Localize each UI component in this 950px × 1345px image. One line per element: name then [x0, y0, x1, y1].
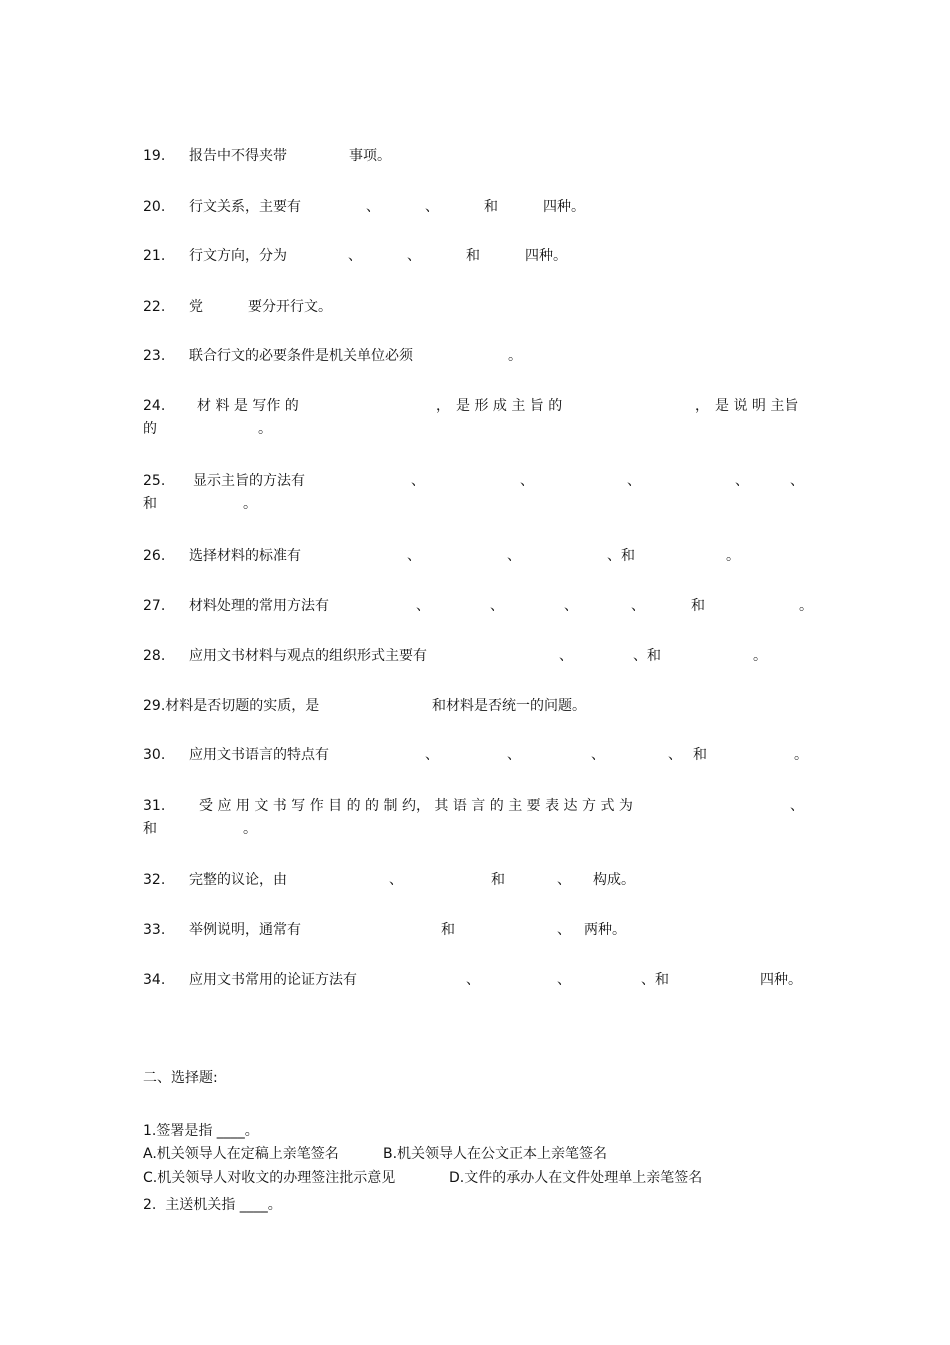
question-text: 。	[243, 496, 257, 512]
choice-question-2: 2. 主送机关指 ____。	[143, 1197, 282, 1213]
separator: 、	[407, 548, 421, 564]
question-text: 应用文书常用的论证方法有	[189, 972, 357, 988]
question-number: 24.	[143, 398, 166, 414]
question-text: 事项。	[349, 148, 391, 164]
question-text: 四种。	[760, 972, 802, 988]
separator: 、	[425, 747, 439, 763]
separator: 、	[466, 972, 480, 988]
question-text: 举例说明，通常有	[189, 922, 301, 938]
question-number: 34.	[143, 972, 166, 988]
question-number: 19.	[143, 148, 166, 164]
separator: 、	[407, 248, 421, 264]
question-text: 29.材料是否切题的实质，是	[143, 698, 320, 714]
separator: 、	[348, 248, 362, 264]
separator: 、	[557, 872, 571, 888]
separator: 、	[507, 747, 521, 763]
question-text: 和	[143, 496, 157, 512]
question-number: 28.	[143, 648, 166, 664]
question-text: 受 应 用 文 书 写 作 目 的 的 制 约， 其 语 言 的 主 要 表 达 方 式 为	[199, 798, 633, 814]
question-text: 党	[189, 299, 203, 315]
separator: 和	[466, 248, 480, 264]
separator: 。	[799, 598, 813, 614]
choice-question-1: 1.签署是指 ____。	[143, 1123, 259, 1139]
separator: 、	[790, 798, 804, 814]
question-number: 22.	[143, 299, 166, 315]
question-text: 。	[243, 821, 257, 837]
question-text: 的	[143, 421, 157, 437]
question-text: 报告中不得夹带	[189, 148, 287, 164]
question-number: 23.	[143, 348, 166, 364]
question-text: 四种。	[525, 248, 567, 264]
separator: 、	[591, 747, 605, 763]
question-text: 。	[258, 421, 272, 437]
separator: 、	[411, 473, 425, 489]
separator: 和	[691, 598, 705, 614]
separator: 、	[790, 473, 804, 489]
question-number: 25.	[143, 473, 166, 489]
separator: 、和	[633, 648, 661, 664]
separator: 、	[425, 199, 439, 215]
question-text: 行文关系，主要有	[189, 199, 301, 215]
question-text: 联合行文的必要条件是机关单位必须	[189, 348, 413, 364]
separator: 、	[520, 473, 534, 489]
question-text: 应用文书语言的特点有	[189, 747, 329, 763]
question-text: 应用文书材料与观点的组织形式主要有	[189, 648, 427, 664]
separator: 、	[631, 598, 645, 614]
section-heading: 二、选择题:	[143, 1070, 218, 1086]
separator: 、	[627, 473, 641, 489]
question-number: 27.	[143, 598, 166, 614]
question-text: 和材料是否统一的问题。	[432, 698, 586, 714]
separator: 和	[491, 872, 505, 888]
question-text: 材 料 是 写作 的	[197, 398, 299, 414]
separator: ，	[436, 398, 450, 414]
question-number: 32.	[143, 872, 166, 888]
question-number: 26.	[143, 548, 166, 564]
separator: 、和	[607, 548, 635, 564]
separator: 和	[484, 199, 498, 215]
separator: 、	[559, 648, 573, 664]
question-number: 21.	[143, 248, 166, 264]
question-text: 材料处理的常用方法有	[189, 598, 329, 614]
separator: 、	[564, 598, 578, 614]
separator: 、	[389, 872, 403, 888]
question-number: 31.	[143, 798, 166, 814]
question-text: 是 形 成 主 旨 的	[456, 398, 563, 414]
option-b: B.机关领导人在公文正本上亲笔签名	[383, 1146, 608, 1162]
question-number: 30.	[143, 747, 166, 763]
separator: 。	[753, 648, 767, 664]
question-text: 构成。	[593, 872, 635, 888]
separator: ，	[695, 398, 709, 414]
question-number: 20.	[143, 199, 166, 215]
separator: 、和	[641, 972, 669, 988]
question-text: 完整的议论，由	[189, 872, 287, 888]
separator: 。	[726, 548, 740, 564]
separator: 、	[490, 598, 504, 614]
separator: 、	[416, 598, 430, 614]
question-text: 两种。	[584, 922, 626, 938]
question-text: 四种。	[543, 199, 585, 215]
separator: 和	[441, 922, 455, 938]
question-text: 显示主旨的方法有	[193, 473, 305, 489]
separator: 、	[668, 747, 682, 763]
question-text: 是 说 明 主旨	[715, 398, 799, 414]
option-a: A.机关领导人在定稿上亲笔签名	[143, 1146, 339, 1162]
option-c: C.机关领导人对收文的办理签注批示意见	[143, 1170, 396, 1186]
separator: 、	[557, 972, 571, 988]
question-text: 选择材料的标准有	[189, 548, 301, 564]
question-number: 33.	[143, 922, 166, 938]
separator: 、	[366, 199, 380, 215]
question-text: 。	[508, 348, 522, 364]
separator: 和	[693, 747, 707, 763]
separator: 、	[735, 473, 749, 489]
question-text: 要分开行文。	[248, 299, 332, 315]
separator: 。	[794, 747, 808, 763]
option-d: D.文件的承办人在文件处理单上亲笔签名	[449, 1170, 703, 1186]
separator: 、	[507, 548, 521, 564]
separator: 、	[557, 922, 571, 938]
question-text: 行文方向，分为	[189, 248, 287, 264]
question-text: 和	[143, 821, 157, 837]
